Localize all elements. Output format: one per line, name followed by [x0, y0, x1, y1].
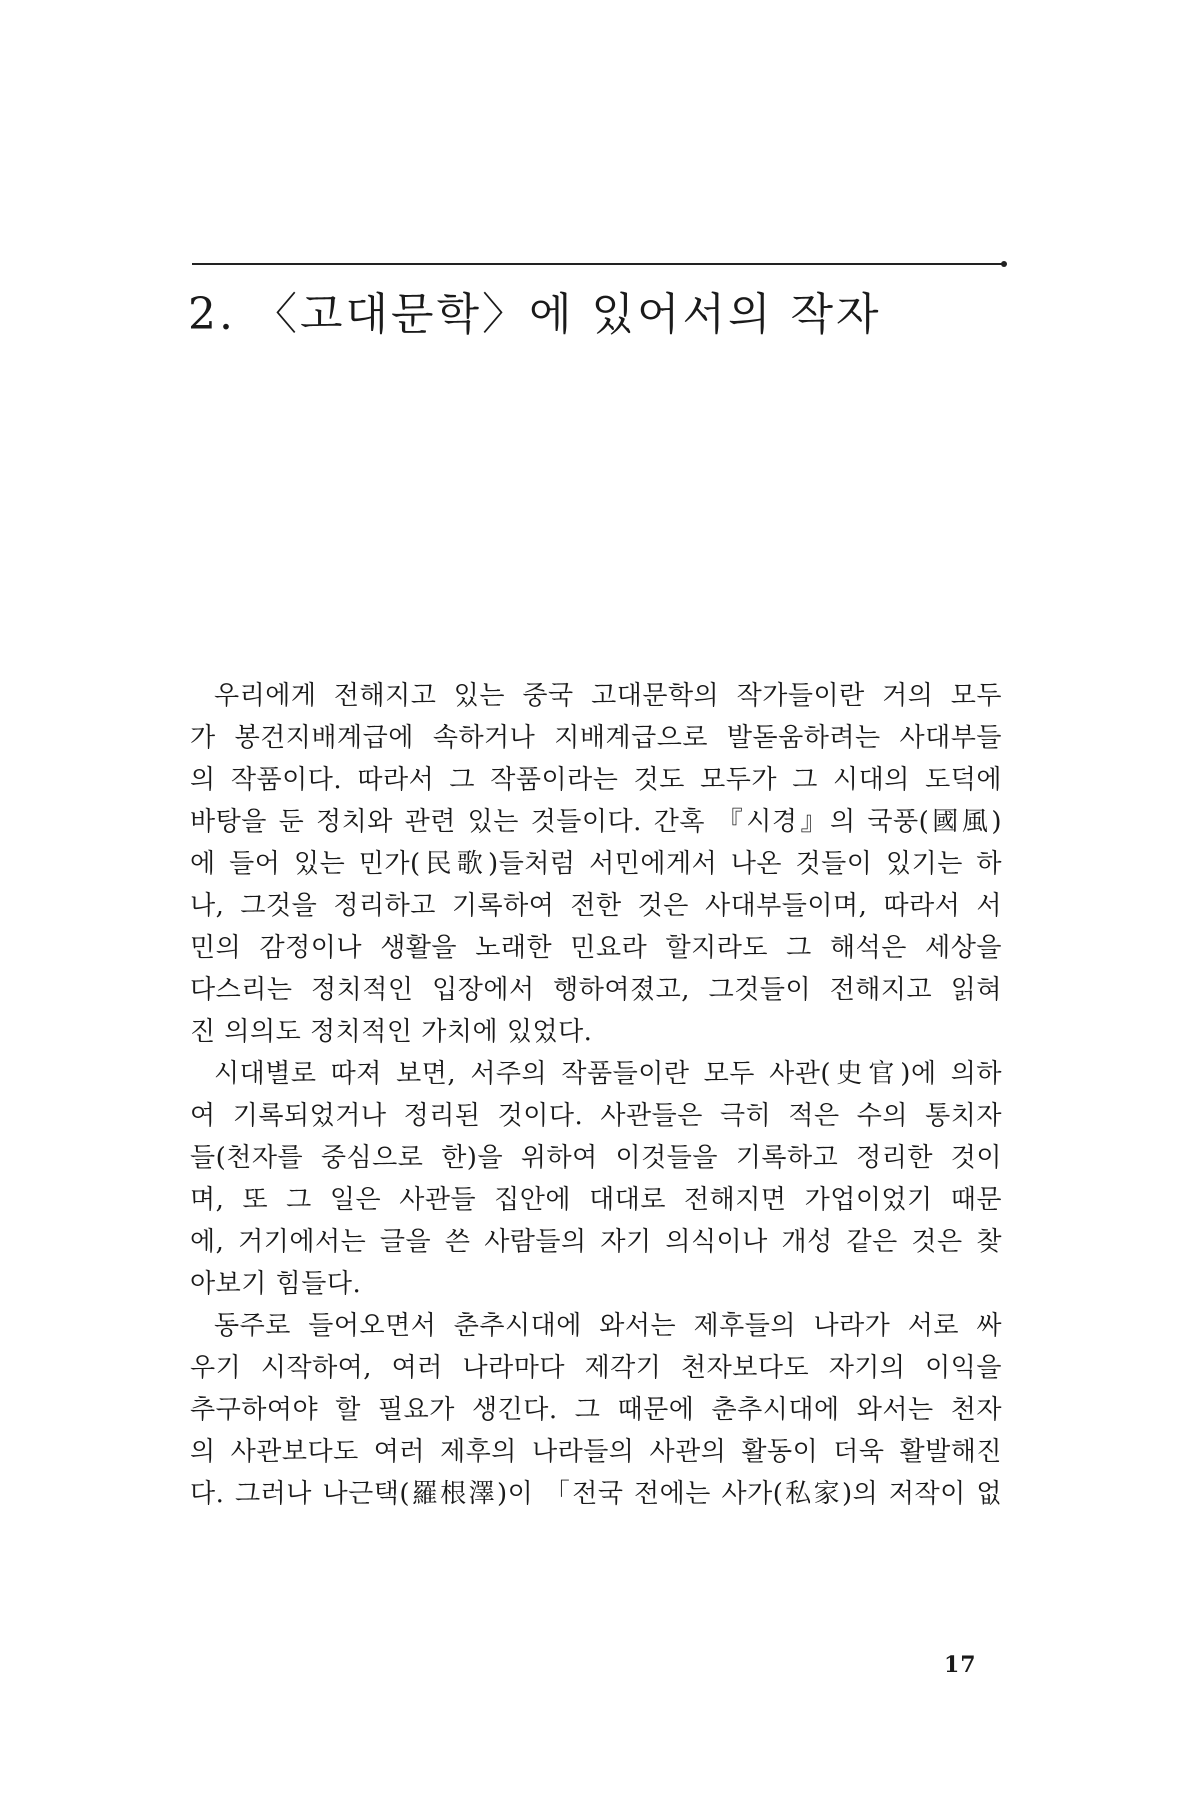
text-line: 나, 그것을 정리하고 기록하여 전한 것은 사대부들이며, 따라서 서 [190, 891, 1002, 921]
chapter-title: 2. 〈고대문학〉에 있어서의 작자 [188, 289, 882, 340]
text-line: 가 봉건지배계급에 속하거나 지배계급으로 발돋움하려는 사대부들 [190, 723, 1002, 753]
text-line: 다. 그러나 나근택(羅根澤)이 「전국 전에는 사가(私家)의 저작이 없 [190, 1479, 1002, 1509]
text-line: 추구하여야 할 필요가 생긴다. 그 때문에 춘추시대에 와서는 천자 [190, 1395, 1002, 1425]
text-line: 바탕을 둔 정치와 관련 있는 것들이다. 간혹 『시경』의 국풍(國風) [190, 807, 1002, 837]
text-line: 동주로 들어오면서 춘추시대에 와서는 제후들의 나라가 서로 싸 [214, 1311, 1002, 1341]
text-line: 에, 거기에서는 글을 쓴 사람들의 자기 의식이나 개성 같은 것은 찾 [190, 1227, 1002, 1257]
body-text [190, 675, 1002, 1515]
text-line: 에 들어 있는 민가(民歌)들처럼 서민에게서 나온 것들이 있기는 하 [190, 849, 1002, 879]
text-line: 민의 감정이나 생활을 노래한 민요라 할지라도 그 해석은 세상을 [190, 933, 1002, 963]
text-line: 우리에게 전해지고 있는 중국 고대문학의 작가들이란 거의 모두 [214, 681, 1002, 711]
text-line: 여 기록되었거나 정리된 것이다. 사관들은 극히 적은 수의 통치자 [190, 1101, 1002, 1131]
text-line: 의 작품이다. 따라서 그 작품이라는 것도 모두가 그 시대의 도덕에 [190, 765, 1002, 795]
text-line: 아보기 힘들다. [190, 1269, 362, 1299]
page-number: 17 [944, 1652, 977, 1678]
text-line: 다스리는 정치적인 입장에서 행하여졌고, 그것들이 전해지고 읽혀 [190, 975, 1002, 1005]
text-line: 시대별로 따져 보면, 서주의 작품들이란 모두 사관(史官)에 의하 [214, 1059, 1002, 1089]
chapter-rule [192, 263, 1004, 265]
text-line: 의 사관보다도 여러 제후의 나라들의 사관의 활동이 더욱 활발해진 [190, 1437, 1002, 1467]
text-line: 들(천자를 중심으로 한)을 위하여 이것들을 기록하고 정리한 것이 [190, 1143, 1002, 1173]
text-line: 진 의의도 정치적인 가치에 있었다. [190, 1017, 593, 1047]
text-line: 우기 시작하여, 여러 나라마다 제각기 천자보다도 자기의 이익을 [190, 1353, 1002, 1383]
text-line: 며, 또 그 일은 사관들 집안에 대대로 전해지면 가업이었기 때문 [190, 1185, 1002, 1215]
